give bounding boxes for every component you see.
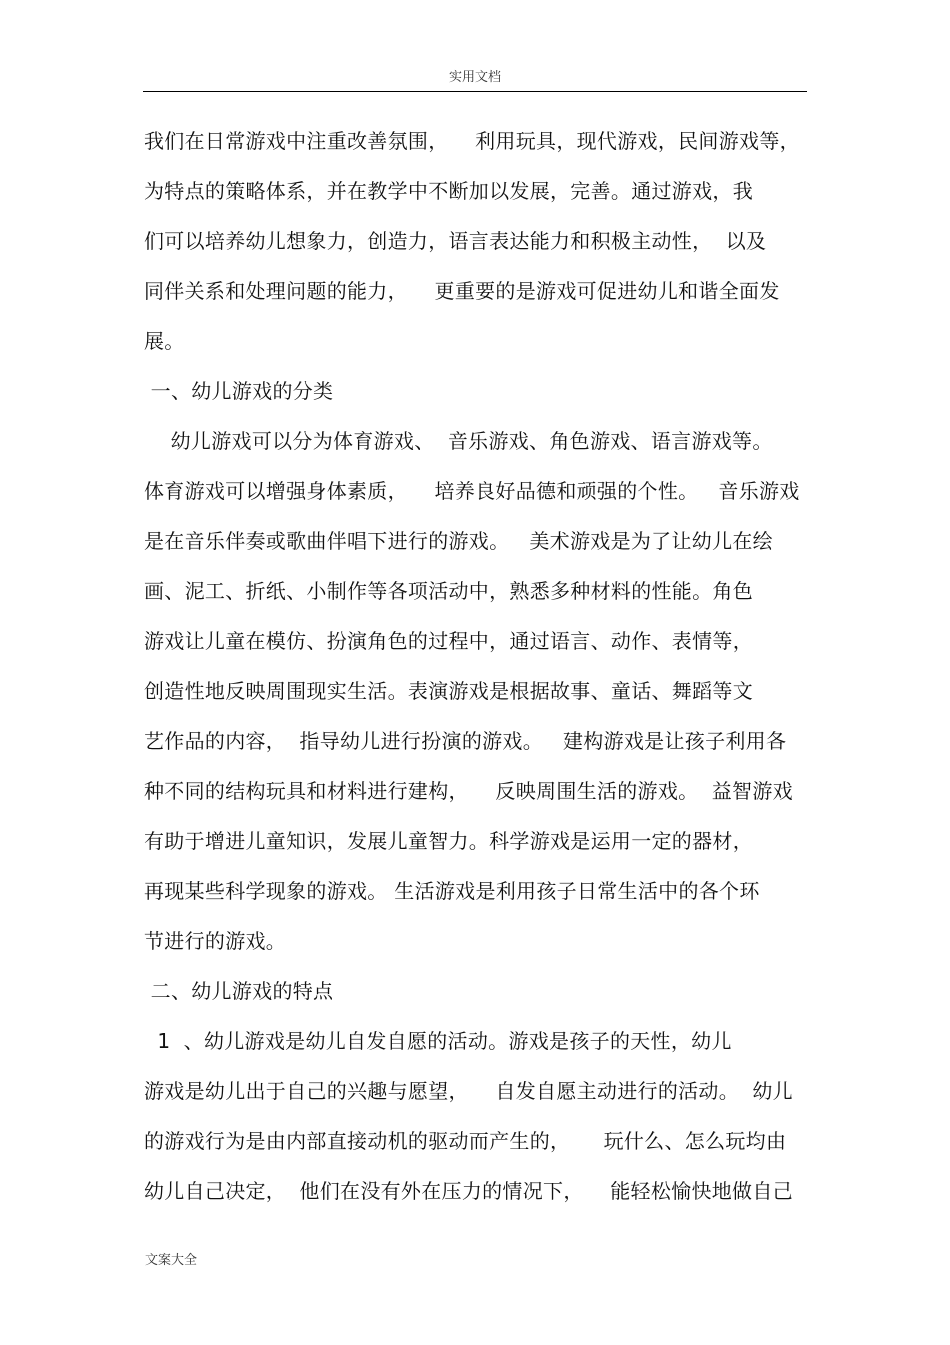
- section-heading: 一、幼儿游戏的分类: [144, 379, 334, 403]
- text-line: 游戏是幼儿出于自己的兴趣与愿望， 自发自愿主动进行的活动。 幼儿: [144, 1079, 793, 1103]
- text-line: 有助于增进儿童知识，发展儿童智力。科学游戏是运用一定的器材，: [144, 829, 753, 853]
- text-line: 是在音乐伴奏或歌曲伴唱下进行的游戏。 美术游戏是为了让幼儿在绘: [144, 529, 773, 553]
- text-line: 艺作品的内容， 指导幼儿进行扮演的游戏。 建构游戏是让孩子利用各: [144, 729, 787, 753]
- text-line: 体育游戏可以增强身体素质， 培养良好品德和顽强的个性。 音乐游戏: [144, 479, 800, 503]
- page-header: 实用文档: [448, 70, 501, 85]
- text-line: 画、泥工、折纸、小制作等各项活动中，熟悉多种材料的性能。角色: [144, 579, 753, 603]
- section-heading: 二、幼儿游戏的特点: [144, 979, 334, 1003]
- text-line: 节进行的游戏。: [144, 929, 287, 953]
- text-line: 的游戏行为是由内部直接动机的驱动而产生的， 玩什么、怎么玩均由: [144, 1129, 787, 1153]
- text-line: 1 、幼儿游戏是幼儿自发自愿的活动。游戏是孩子的天性，幼儿: [144, 1029, 732, 1053]
- header-divider: [143, 91, 807, 92]
- text-line: 为特点的策略体系，并在教学中不断加以发展，完善。通过游戏，我: [144, 179, 753, 203]
- text-line: 同伴关系和处理问题的能力， 更重要的是游戏可促进幼儿和谐全面发: [144, 279, 780, 303]
- text-line: 种不同的结构玩具和材料进行建构， 反映周围生活的游戏。 益智游戏: [144, 779, 793, 803]
- text-line: 展。: [144, 329, 185, 353]
- text-line: 创造性地反映周围现实生活。表演游戏是根据故事、童话、舞蹈等文: [144, 679, 753, 703]
- text-line: 再现某些科学现象的游戏。 生活游戏是利用孩子日常生活中的各个环: [144, 879, 760, 903]
- page-footer: 文案大全: [145, 1253, 198, 1268]
- text-line: 幼儿自己决定， 他们在没有外在压力的情况下， 能轻松愉快地做自己: [144, 1179, 793, 1203]
- text-line: 幼儿游戏可以分为体育游戏、 音乐游戏、角色游戏、语言游戏等。: [144, 429, 773, 453]
- text-line: 游戏让儿童在模仿、扮演角色的过程中，通过语言、动作、表情等，: [144, 629, 753, 653]
- text-line: 我们在日常游戏中注重改善氛围， 利用玩具，现代游戏，民间游戏等，: [144, 129, 800, 153]
- text-line: 们可以培养幼儿想象力，创造力，语言表达能力和积极主动性， 以及: [144, 229, 767, 253]
